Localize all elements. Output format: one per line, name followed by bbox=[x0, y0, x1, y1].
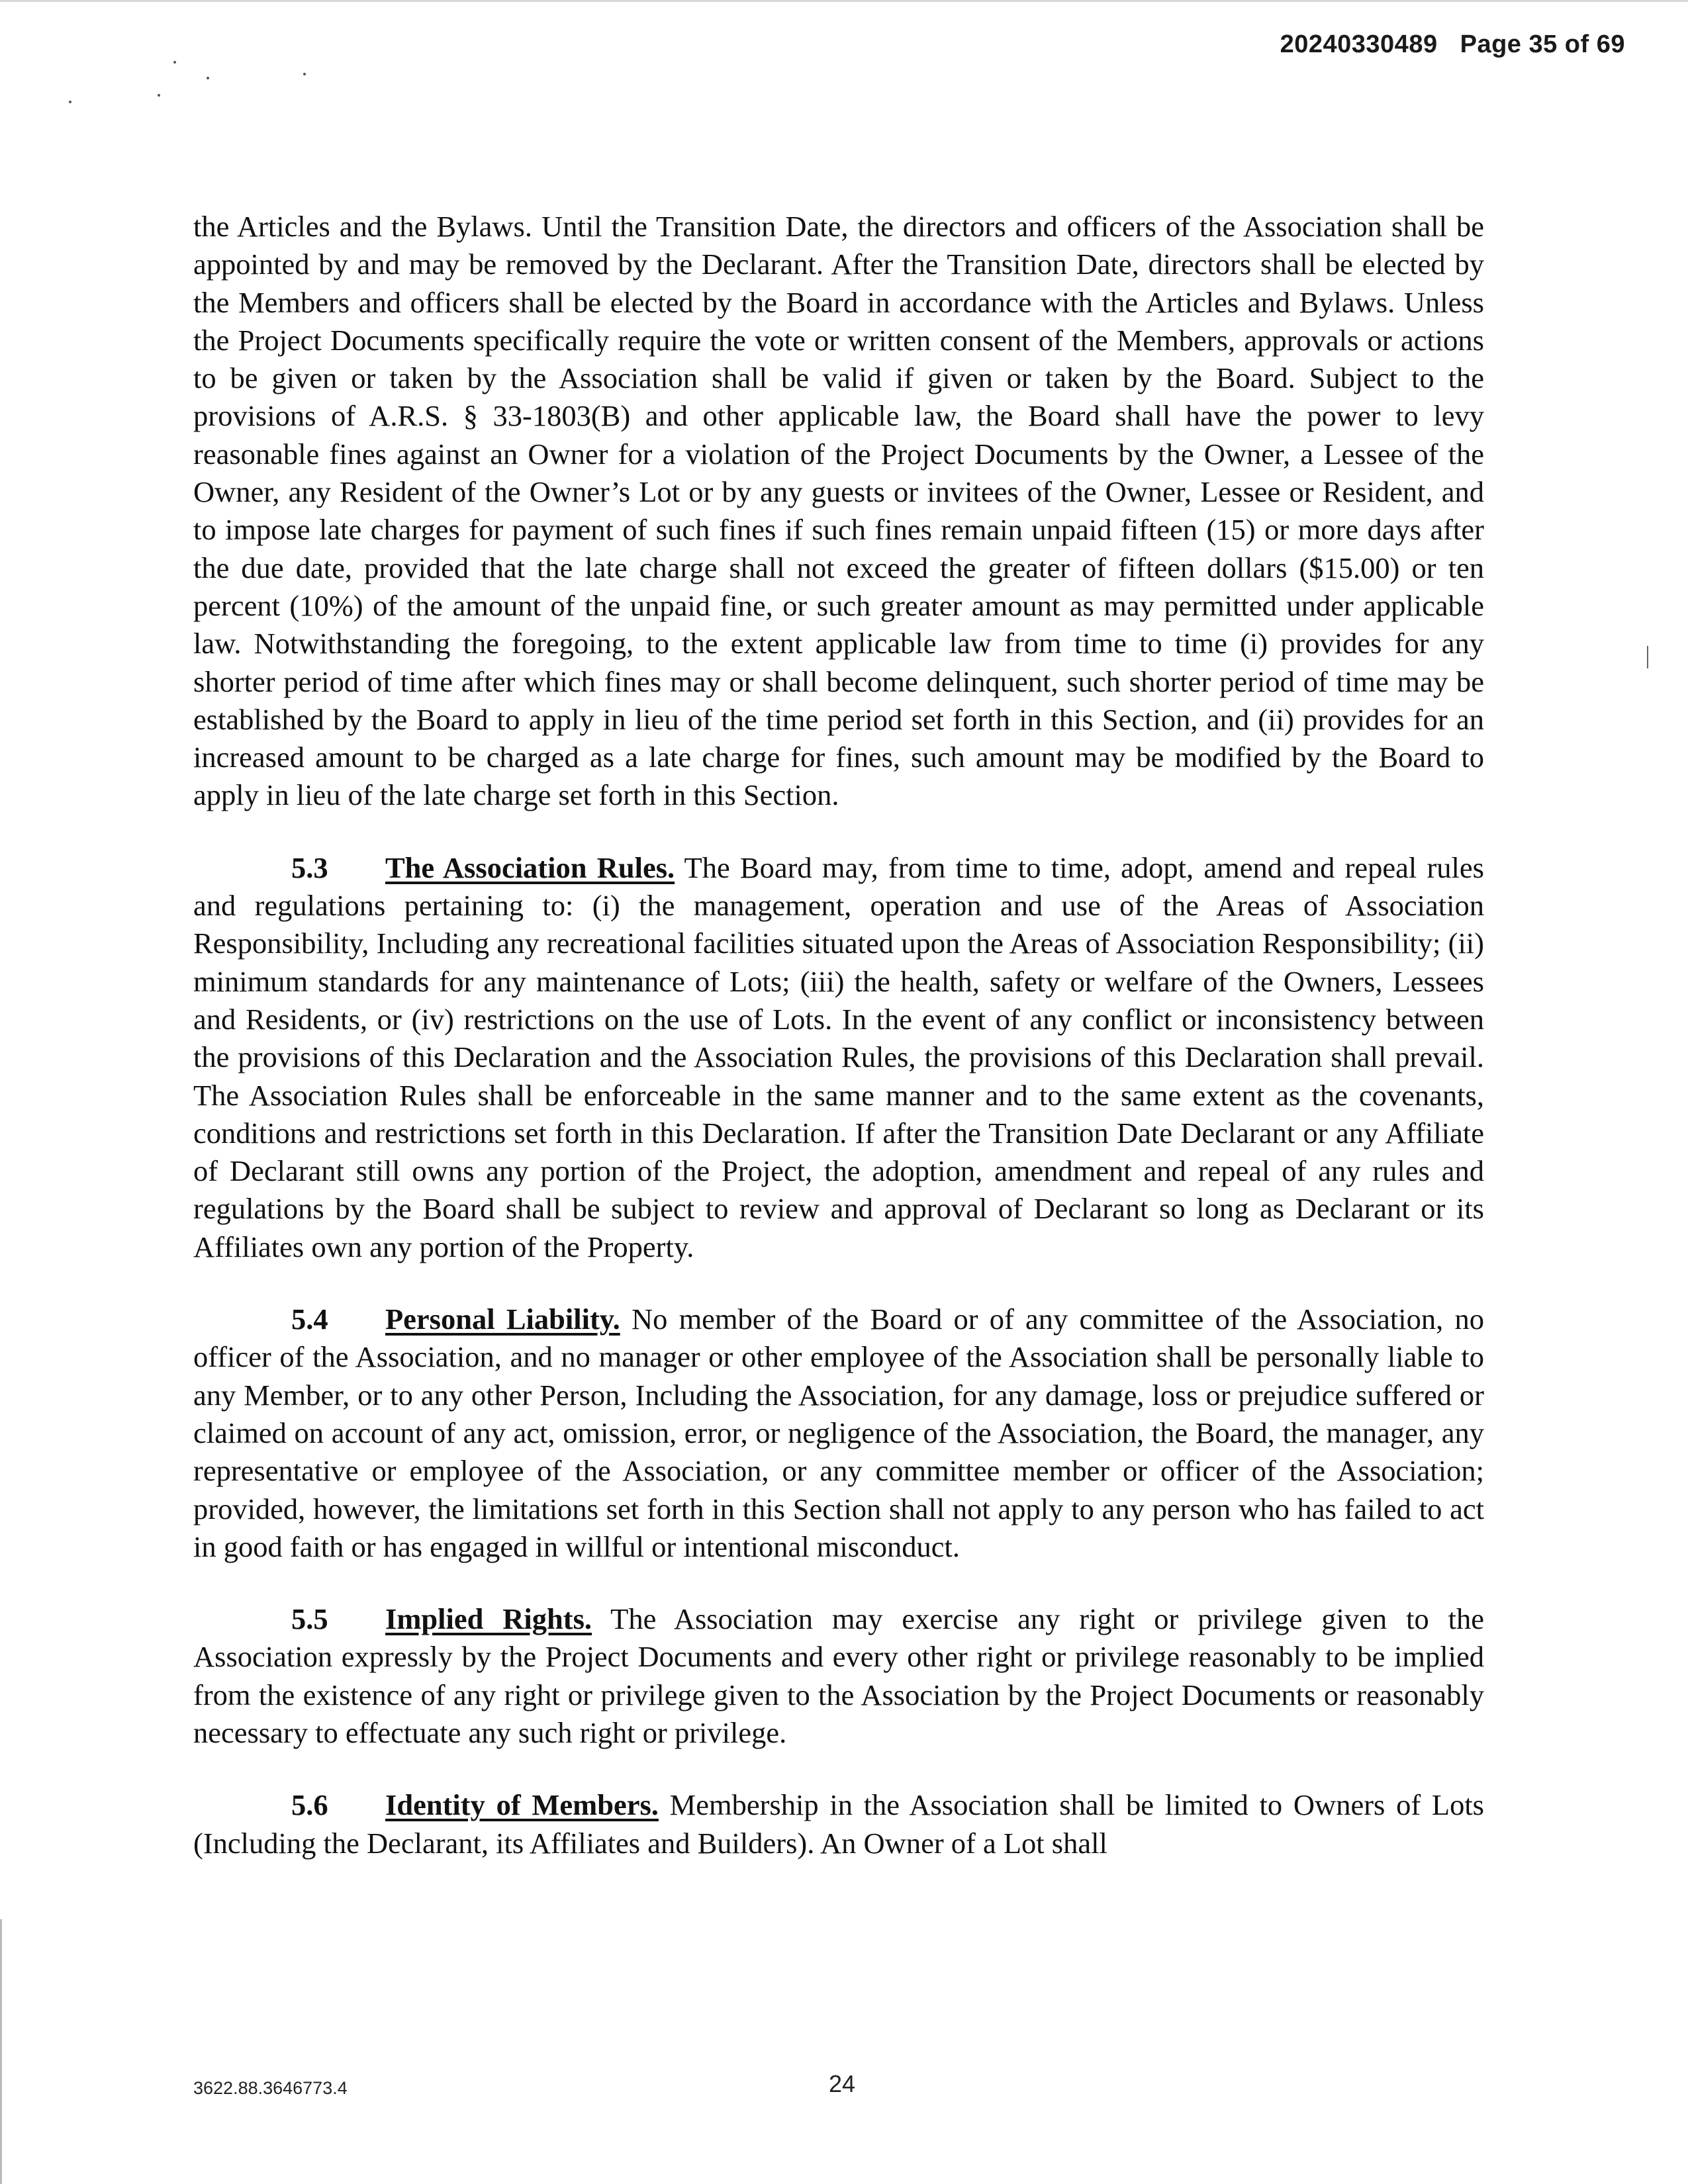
section-title: Implied Rights. bbox=[385, 1602, 592, 1636]
section-5-3 bbox=[193, 849, 1484, 1266]
recording-header bbox=[1280, 30, 1625, 59]
continuation-paragraph: the Articles and the Bylaws. Until the Transition Date, the directors and officers of the Association shall be appointed by and may be removed by the Declarant. After the Transition Date, directors shall be elected by the Members and officers shall be elected by the Board in accordance with the Articles and Bylaws. Unless the Project Documents specifically require the vote or written consent of the Members, approvals or actions to be given or taken by the Association shall be valid if given or taken by the Board. Subject to the provisions of A.R.S. § 33-1803(B) and other applicable law, the Board shall have the power to levy reasonable fines against an Owner for a violation of the Project Documents by the Owner, a Lessee of the Owner, any Resident of the Owner’s Lot or by any guests or invitees of the Owner, Lessee or Resident, and to impose late charges for payment of such fines if such fines remain unpaid fifteen (15) or more days after the due date, provided that the late charge shall not exceed the greater of fifteen dollars ($15.00) or ten percent (10%) of the amount of the unpaid fine, or such greater amount as may permitted under applicable law. Notwithstanding the foregoing, to the extent applicable law from time to time (i) provides for any shorter period of time after which fines may or shall become delinquent, such shorter period of time may be established by the Board to apply in lieu of the time period set forth in this Section, and (ii) provides for an increased amount to be charged as a late charge for fines, such amount may be modified by the Board to apply in lieu of the late charge set forth in this Section. bbox=[193, 210, 1484, 812]
section-text: No member of the Board or of any committee of the Association, no officer of the Association, and no manager or other employee of the Association shall be personally liable to any Member, or to any other Person, Including the Association, for any damage, loss or prejudice suffered or claimed on account of any act, omission, error, or negligence of the Association, the Board, the manager, any representative or employee of the Association, or any committee member or officer of the Association; provided, however, the limitations set forth in this Section shall not apply to any person who has failed to act in good faith or has engaged in willful or intentional misconduct. bbox=[193, 1302, 1484, 1563]
scan-speck bbox=[158, 94, 160, 97]
document-number: 20240330489 bbox=[1280, 30, 1438, 58]
left-scan-edge bbox=[0, 1919, 2, 2184]
section-title: Identity of Members. bbox=[385, 1788, 659, 1822]
section-5-5 bbox=[193, 1600, 1484, 1752]
footer-page-number: 24 bbox=[829, 2070, 856, 2097]
section-text: Membership in the Association shall be limited to Owners of Lots (Including the Declarant, its Affiliates and Builders). An Owner of a Lot shall bbox=[193, 1788, 1485, 1860]
margin-mark bbox=[1647, 646, 1648, 668]
section-text: The Board may, from time to time, adopt, amend and repeal rules and regulations pertaining to: (i) the management, operation and use of the Areas of Association Responsibility, Including any recreational facilities situated upon the Areas of Association Responsibility; (ii) minimum standards for any maintenance of Lots; (iii) the health, safety or welfare of the Owners, Lessees and Residents, or (iv) restrictions on the use of Lots. In the event of any conflict or inconsistency between the provisions of this Declaration and the Association Rules, the provisions of this Declaration shall prevail. The Association Rules shall be enforceable in the same manner and to the same extent as the covenants, conditions and restrictions set forth in this Declaration. If after the Transition Date Declarant or any Affiliate of Declarant still owns any portion of the Project, the adoption, amendment and repeal of any rules and regulations by the Board shall be subject to review and approval of Declarant so long as Declarant or its Affiliates own any portion of the Property. bbox=[193, 850, 1484, 1263]
document-body bbox=[193, 208, 1484, 1897]
footer-doc-code: 3622.88.3646773.4 bbox=[193, 2078, 348, 2098]
section-5-4 bbox=[193, 1300, 1484, 1566]
scan-speck bbox=[303, 73, 306, 75]
scan-speck bbox=[207, 77, 209, 79]
scan-speck bbox=[173, 61, 176, 64]
section-number: 5.3 bbox=[291, 850, 328, 884]
section-5-6 bbox=[193, 1786, 1484, 1862]
scan-speck bbox=[69, 101, 71, 103]
section-number: 5.5 bbox=[291, 1602, 328, 1636]
section-title: The Association Rules. bbox=[385, 850, 675, 884]
top-scan-edge bbox=[0, 0, 1688, 2]
section-number: 5.6 bbox=[291, 1788, 328, 1822]
section-text: The Association may exercise any right or privilege given to the Association expressly by the Project Documents and every other right or privilege reasonably to be implied from the existence of any right or privilege given to the Association by the Project Documents or reasonably necessary to effectuate any such right or privilege. bbox=[193, 1602, 1484, 1749]
section-number: 5.4 bbox=[291, 1302, 328, 1336]
page-label: Page 35 of 69 bbox=[1460, 30, 1625, 58]
section-title: Personal Liability. bbox=[385, 1302, 620, 1336]
